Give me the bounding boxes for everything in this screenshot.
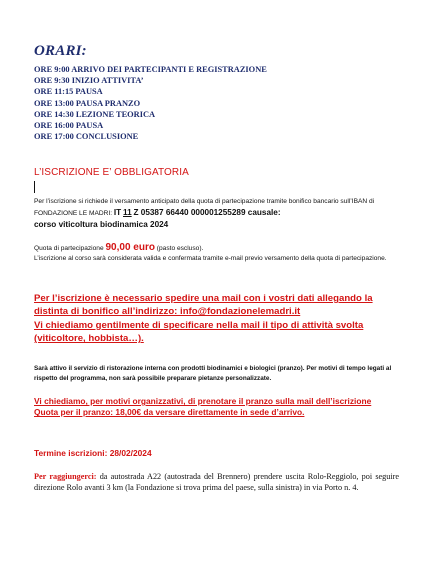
payment-text: Per l’iscrizione si richiede il versamento anticipato della quota di partecipazione tramite bonifico bancario sull’IBAN di FONDAZIONE LE MADRI: xyxy=(34,198,375,217)
schedule-list xyxy=(34,64,267,142)
causale-text: corso viticoltura biodinamica 2024 xyxy=(34,220,169,229)
iban-check: 11 xyxy=(123,208,132,217)
catering-paragraph: Sarà attivo il servizio di ristorazione interna con prodotti biodinamici e biologici (pranzo). Per motivi di tempo legati al rispetto del programma, non sarà possibile preparare pietanze personalizzate. xyxy=(34,365,392,383)
schedule-item: ORE 16:00 PAUSA xyxy=(34,121,104,131)
email-line: Per l’iscrizione è necessario spedire una mail con i vostri dati allegando la distinta di bonifico all’indirizzo: info@fondazionelemadri.it xyxy=(34,293,373,318)
schedule-item: ORE 17:00 CONCLUSIONE xyxy=(34,132,139,142)
schedule-title: ORARI: xyxy=(34,43,87,59)
registration-heading: L’ISCRIZIONE E’ OBBLIGATORIA xyxy=(34,167,189,178)
fee-label: Quota di partecipazione xyxy=(34,245,106,252)
payment-paragraph xyxy=(34,196,404,231)
directions-paragraph xyxy=(34,471,399,494)
iban-prefix: IT xyxy=(113,208,122,217)
lunch-fee-line: Quota per il pranzo: 18,00€ da versare direttamente in sede d’arrivo. xyxy=(34,407,305,418)
deadline-text: Termine iscrizioni: 28/02/2024 xyxy=(34,448,152,458)
text-cursor xyxy=(34,181,35,193)
schedule-item: ORE 11:15 PAUSA xyxy=(34,87,103,97)
fee-price: 90,00 euro xyxy=(105,242,155,253)
schedule-item: ORE 9:30 INIZIO ATTIVITA’ xyxy=(34,76,144,86)
fee-note: (pasto escluso). xyxy=(154,245,204,252)
schedule-item: ORE 13:00 PAUSA PRANZO xyxy=(34,98,141,108)
schedule-item: ORE 14:30 LEZIONE TEORICA xyxy=(34,109,156,119)
email-instructions xyxy=(34,292,404,346)
validity-text: L’iscrizione al corso sarà considerata valida e confermata tramite e-mail previo versamento della quota di partecipazione. xyxy=(34,255,387,262)
iban-rest: Z 05387 66440 000001255289 causale: xyxy=(133,208,281,217)
lunch-block xyxy=(34,396,409,418)
schedule-item: ORE 9:00 ARRIVO DEI PARTECIPANTI E REGISTRAZIONE xyxy=(34,65,267,74)
lunch-booking-line: Vi chiediamo, per motivi organizzativi, di prenotare il pranzo sulla mail dell’iscrizione xyxy=(34,396,372,406)
directions-label: Per raggiungerci: xyxy=(34,472,97,481)
activity-line: Vi chiediamo gentilmente di specificare nella mail il tipo di attività svolta (viticoltore, hobbista…). xyxy=(34,319,364,345)
directions-text: da autostrada A22 (autostrada del Brennero) prendere uscita Rolo-Reggiolo, poi seguire direzione Rolo avanti 3 km (la Fondazione si trova prima del paese, sulla sinistra) in via Porto n. 4. xyxy=(34,472,399,493)
fee-paragraph xyxy=(34,243,404,264)
